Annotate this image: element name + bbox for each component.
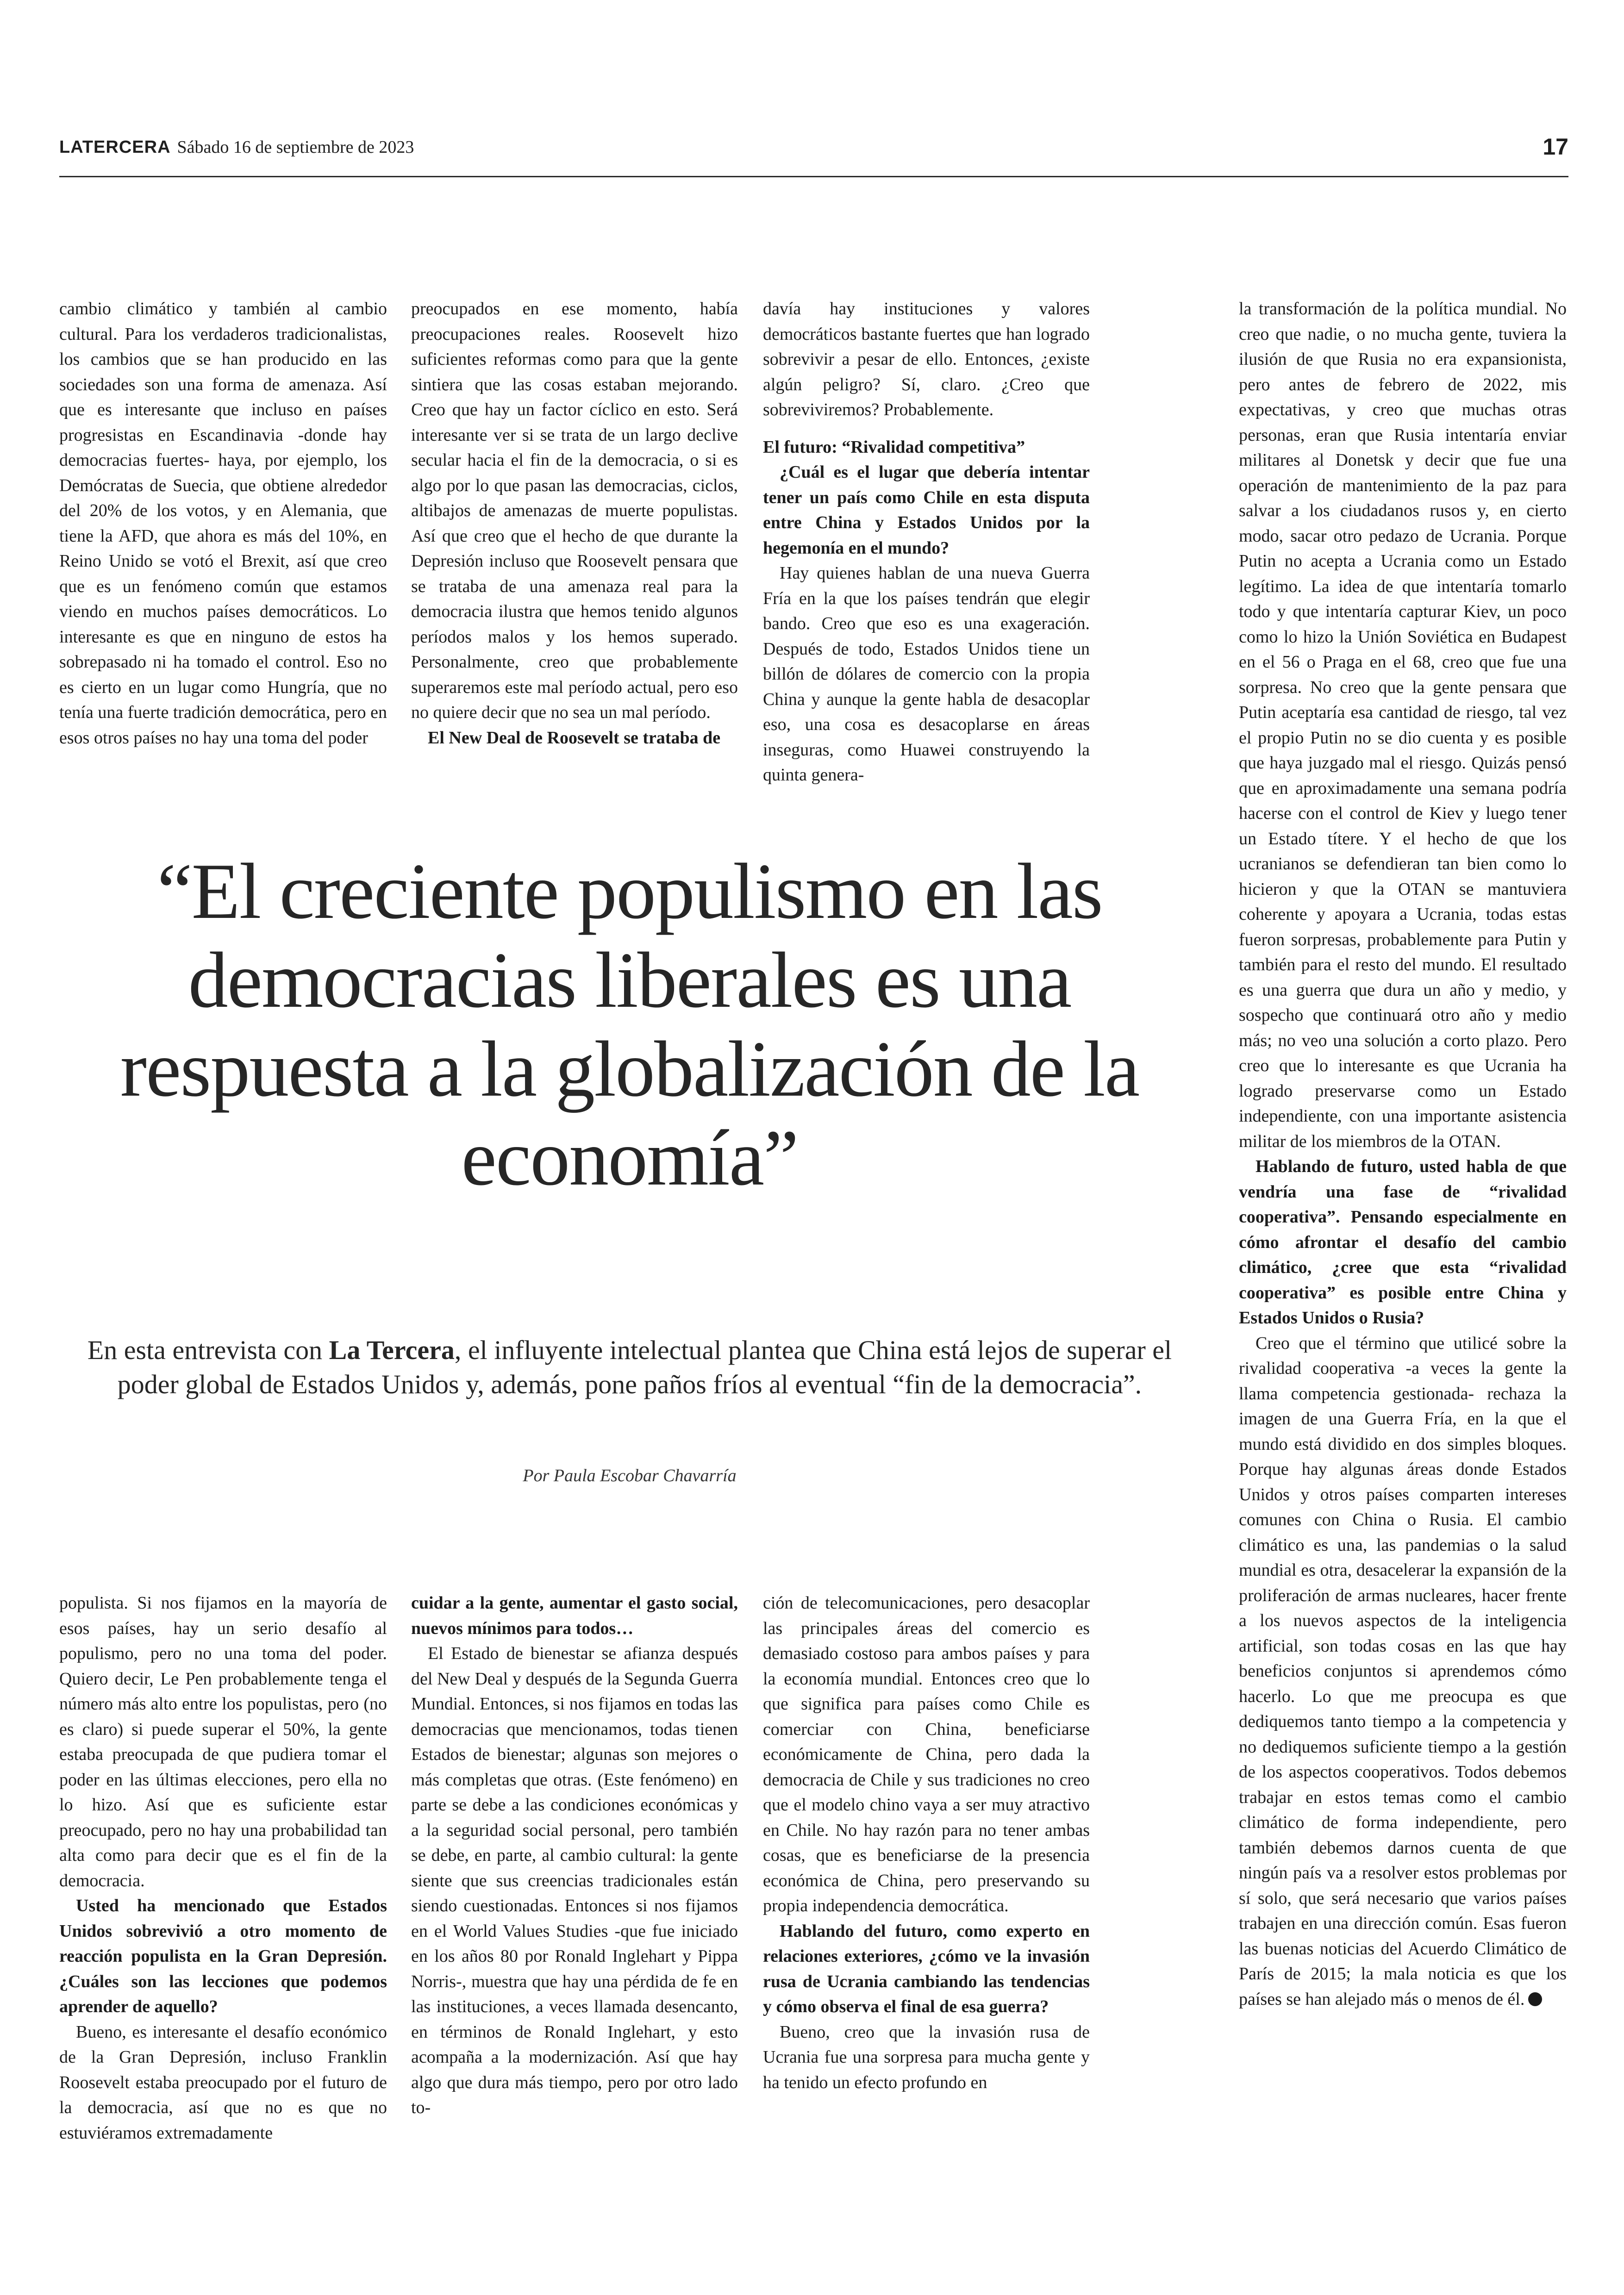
paragraph: Bueno, creo que la invasión rusa de Ucrania fue una sorpresa para mucha gente y ha tenido un efecto profundo en (763, 2022, 1090, 2092)
article-lead (65, 1333, 1194, 1440)
paragraph: ción de telecomunicaciones, pero desacoplar las principales áreas del comercio es demasiado costoso para ambos países y para la economía mundial. Entonces creo que lo que significa para países como Chile es comerciar con China, beneficiarse económicamente de China, pero dada la democracia de Chile y sus tradiciones no creo que el modelo chino vaya a ser muy atractivo en Chile. No hay razón para no tener ambas cosas, que es beneficiarse de la presencia económica de China, pero preservando su propia independencia democrática. (763, 1593, 1090, 1915)
header-rule (59, 176, 1568, 177)
byline: Por Paula Escobar Chavarría (523, 1466, 737, 1485)
article-column-7 (763, 1590, 1090, 2169)
paragraph: Hay quienes hablan de una nueva Guerra Fría en la que los países tendrán que elegir bando. Creo que eso es una exageración. Después de todo, Estados Unidos tiene un billón de dólares de comercio con la propia China y aunque la gente habla de desacoplar eso, una cosa es desacoplarse en áreas inseguras, como Huawei construyendo la quinta genera- (763, 563, 1090, 785)
newspaper-brand: LATERCERA (59, 137, 171, 157)
paragraph: populista. Si nos fijamos en la mayoría de esos países, hay un serio desafío al populismo, pero no una toma del poder. Quiero decir, Le Pen probablemente tenga el número más alto entre los populistas, pero (no es claro) si puede superar el 50%, la gente estaba preocupada de que pudiera tomar el poder en las últimas elecciones, pero ella no lo hizo. Así que es suficiente estar preocupado, pero no hay una probabilidad tan alta como para decir que es el fin de la democracia. (59, 1593, 387, 1890)
question-paragraph: ¿Cuál es el lugar que debería intentar tener un país como Chile en esta disputa entre China y Estados Unidos por la hegemonía en el mundo? (763, 462, 1090, 558)
question-paragraph: El New Deal de Roosevelt se trataba de (428, 728, 721, 748)
section-subhead: El futuro: “Rivalidad competitiva” (763, 437, 1025, 457)
paragraph: cambio climático y también al cambio cultural. Para los verdaderos tradicionalistas, los cambios que se han producido en las sociedades son una forma de amenaza. Así que es interesante que incluso en países progresistas en Escandinavia -donde hay democracias fuertes- haya, por ejemplo, los Demócratas de Suecia, que obtiene alrededor del 20% de los votos, y en Alemania, que tiene la AFD, que ahora es más del 10%, en Reino Unido se votó el Brexit, así que creo que es un fenómeno común que estamos viendo en muchos países democráticos. Lo interesante es que en ninguno de estos ha sobrepasado ni ha tomado el control. Eso no es cierto en un lugar como Hungría, que no tenía una fuerte tradición democrática, pero en esos otros países no hay una toma del poder (59, 299, 387, 748)
paragraph: preocupados en ese momento, había preocupaciones reales. Roosevelt hizo suficientes reformas como para que la gente sintiera que las cosas estaban mejorando. Creo que hay un factor cíclico en esto. Será interesante ver si se trata de un largo declive secular hacia el fin de la democracia, o si es algo por lo que pasan las democracias, ciclos, altibajos de amenazas de muerte populistas. Así que creo que el hecho de que durante la Depresión incluso que Roosevelt pensara que se trataba de una amenaza real para la democracia ilustra que hemos tenido algunos períodos malos y los hemos superado. Personalmente, creo que probablemente superaremos este mal período actual, pero eso no quiere decir que no sea un mal período. (411, 299, 738, 722)
article-column-2 (411, 296, 738, 798)
paragraph: Bueno, es interesante el desafío económico de la Gran Depresión, incluso Franklin Roosevelt estaba preocupado por el futuro de la democracia, así que no es que no estuviéramos extremadamente (59, 2022, 387, 2143)
article-column-3 (763, 296, 1090, 798)
article-column-right (1239, 296, 1567, 2185)
lead-text-start: En esta entrevista con (87, 1335, 329, 1365)
paragraph: El Estado de bienestar se afianza después del New Deal y después de la Segunda Guerra Mundial. Entonces, si nos fijamos en todas las democracias que mencionamos, todas tienen Estados de bienestar; algunas son mejores o más completas que otras. (Este fenómeno) en parte se debe a las condiciones económicas y a la seguridad social personal, pero también se debe, en parte, al cambio cultural: la gente siente que sus creencias tradicionales están siendo cuestionadas. Entonces si nos fijamos en el World Values Studies -que fue iniciado en los años 80 por Ronald Inglehart y Pippa Norris-, muestra que hay una pérdida de fe en las instituciones, a veces llamada desencanto, en términos de Ronald Inglehart, y esto acompaña a la modernización. Así que hay algo que dura más tiempo, pero por otro lado to- (411, 1644, 738, 2117)
question-paragraph: Hablando de futuro, usted habla de que vendría una fase de “rivalidad cooperativa”. Pensando especialmente en cómo afrontar el desafío del cambio climático, ¿cree que esta “rivalidad cooperativa” es posible entre China y Estados Unidos o Rusia? (1239, 1157, 1567, 1328)
page-header (59, 134, 1568, 174)
paragraph-text: Creo que el término que utilicé sobre la rivalidad cooperativa -a veces la gente la llama competencia gestionada- rechaza la imagen de una Guerra Fría, en la que el mundo está dividido en dos simples bloques. Porque hay algunas áreas donde Estados Unidos y otros países comparten intereses comunes con China o Rusia. El cambio climático es una, las pandemias o la salud mundial es otra, desacelerar la expansión de la proliferación de armas nucleares, hacer frente a los nuevos aspectos de la inteligencia artificial, son todas cosas en las que hay beneficios conjuntos si aprendemos cómo hacerlo. Lo que me preocupa es que dediquemos tanto tiempo a la competencia y no dediquemos suficiente tiempo a la gestión de los aspectos cooperativos. Todos debemos trabajar en estos temas como el cambio climático de forma independiente, pero también debemos darnos cuenta de que ningún país va a resolver estos problemas por sí solo, que será necesario que varios países trabajen en una dirección común. Esas fueron las buenas noticias del Acuerdo Climático de París de 2015; la mala noticia es que los países se han alejado más o menos de él. (1239, 1333, 1567, 2009)
page-number: 17 (1543, 134, 1568, 160)
article-column-5 (59, 1590, 387, 2169)
article-column-6 (411, 1590, 738, 2169)
end-mark-icon (1528, 1992, 1542, 2006)
article-column-1 (59, 296, 387, 798)
paragraph: davía hay instituciones y valores democráticos bastante fuertes que han logrado sobrevivir a pesar de ello. Entonces, ¿existe algún peligro? Sí, claro. ¿Creo que sobreviviremos? Probablemente. (763, 299, 1090, 419)
question-paragraph: cuidar a la gente, aumentar el gasto social, nuevos mínimos para todos… (411, 1593, 738, 1638)
question-paragraph: Usted ha mencionado que Estados Unidos sobrevivió a otro momento de reacción populista en la Gran Depresión. ¿Cuáles son las lecciones que podemos aprender de aquello? (59, 1896, 387, 2016)
lead-text-end: , el influyente intelectual plantea que China está lejos de superar el poder global de Estados Unidos y, además, pone paños fríos al eventual “fin de la democracia”. (117, 1335, 1172, 1399)
pull-quote: “El creciente populismo en las democracias liberales es una respuesta a la globalización de la economía” (120, 848, 1139, 1202)
paragraph (1239, 1331, 1567, 2012)
paragraph: la transformación de la política mundial. No creo que nadie, o no mucha gente, tuviera la ilusión de que Rusia no era expansionista, pero antes de febrero de 2022, mis expectativas, y creo que muchas otras personas, eran que Rusia intentaría enviar militares al Donetsk y decir que fue una operación de mantenimiento de la paz para salvar a los ciudadanos rusos y, en cierto modo, sacar otro pedazo de Ucrania. Porque Putin no acepta a Ucrania como un Estado legítimo. La idea de que intentaría tomarlo todo y que intentaría capturar Kiev, un poco como lo hizo la Unión Soviética en Budapest en el 56 o Praga en el 68, creo que fue una sorpresa. No creo que la gente pensara que Putin aceptaría esa cantidad de riesgo, tal vez el propio Putin no se dio cuenta y es posible que haya juzgado mal el riesgo. Quizás pensó que en aproximadamente una semana podría hacerse con el control de Kiev y luego tener un Estado títere. Y el hecho de que los ucranianos se defendieran tan bien como lo hicieron y que la OTAN se mantuviera coherente y apoyara a Ucrania, todas estas fueron sorpresas, probablemente para Putin y también para el resto del mundo. El resultado es una guerra que dura un año y medio, y sospecho que continuará otro año y medio más; no veo una solución a corto plazo. Pero creo que lo interesante es que Ucrania ha logrado preservarse como un Estado independiente, con una importante asistencia militar de los miembros de la OTAN. (1239, 299, 1567, 1151)
lead-publication-name: La Tercera (329, 1335, 455, 1365)
issue-date: Sábado 16 de septiembre de 2023 (177, 137, 414, 157)
question-paragraph: Hablando del futuro, como experto en relaciones exteriores, ¿cómo ve la invasión rusa de Ucrania cambiando las tendencias y cómo observa el final de esa guerra? (763, 1921, 1090, 2016)
